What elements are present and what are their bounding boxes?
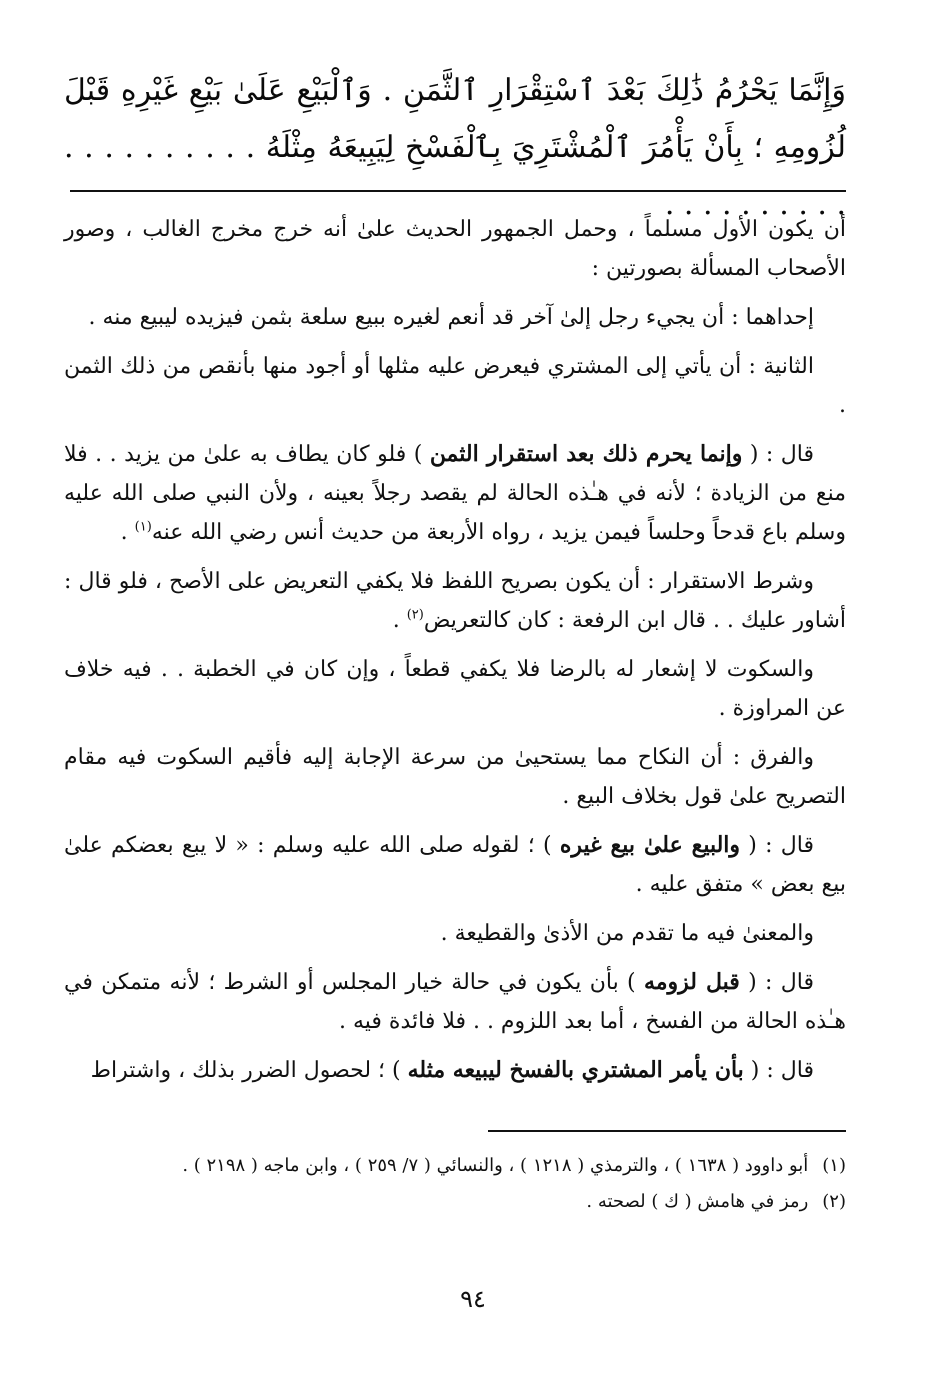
footnote-ref-1[interactable]: (١) — [134, 519, 152, 535]
paragraph-9: والمعنىٰ فيه ما تقدم من الأذىٰ والقطيعة . — [440, 921, 814, 946]
quoted-matn: والبيع علىٰ بيع غيره — [559, 832, 741, 858]
paragraph-10 — [64, 963, 846, 1041]
quote-open: قال : ( — [743, 1058, 814, 1083]
paragraph-text: وشرط الاستقرار : أن يكون بصريح اللفظ فلا يكفي التعريض على الأصح ، فلو قال : أشاور عليك . . قال ابن الرفعة : كان كالتعريض — [64, 569, 846, 633]
paragraph-text: ) ؛ لحصول الضرر بذلك ، واشتراط — [90, 1058, 408, 1083]
paragraph-7: والفرق : أن النكاح مما يستحيىٰ من سرعة الإجابة إليه فأقيم السكوت فيه مقام التصريح علىٰ قول بخلاف البيع . — [64, 745, 846, 809]
paragraph-2: إحداهما : أن يجيء رجل إلىٰ آخر قد أنعم لغيره ببيع سلعة بثمن فيزيده ليبيع منه . — [88, 305, 814, 330]
quoted-matn: قبل لزومه — [643, 969, 740, 995]
quote-open: قال : ( — [740, 833, 815, 858]
paragraph-6: والسكوت لا إشعار له بالرضا فلا يكفي قطعاً ، وإن كان في الخطبة . . فيه خلاف عن المراوزة . — [64, 657, 846, 721]
footnote-number: (٢) — [822, 1191, 846, 1212]
commentary — [64, 210, 846, 1090]
quoted-matn: وإنما يحرم ذلك بعد استقرار الثمن — [429, 441, 743, 467]
paragraph-5 — [64, 562, 846, 640]
paragraph-11 — [64, 1051, 846, 1090]
paragraph-4 — [64, 435, 846, 552]
footnote-number: (١) — [822, 1155, 846, 1176]
paragraph-text: ) بأن يكون في حالة خيار المجلس أو الشرط ؛ لأنه متمكن في هـٰذه الحالة من الفسخ ، أما بعد اللزوم . . فلا فائدة فيه . — [64, 970, 846, 1034]
quoted-matn: بأن يأمر المشتري بالفسخ ليبيعه مثله — [407, 1057, 744, 1083]
paragraph-text: ) ؛ لقوله صلى الله عليه وسلم : « لا يبع بعضكم علىٰ بيع بعض » متفق عليه . — [64, 833, 846, 897]
footnote-separator — [488, 1130, 846, 1132]
page-number: ٩٤ — [460, 1285, 486, 1313]
footnote-1 — [64, 1148, 846, 1184]
matn-text: وَإِنَّمَا يَحْرُمُ ذَٰلِكَ بَعْدَ ٱسْتِقْرَارِ ٱلثَّمَنِ . وَٱلْبَيْعِ عَلَىٰ بَيْعِ غَيْرِهِ قَبْلَ لُزُومِهِ ؛ بِأَنْ يَأْمُرَ ٱلْمُشْتَرِيَ بِٱلْفَسْخِ لِيَبِيعَهُ مِثْلَهُ . . . . . . . . . . . . . . . . . . . . — [64, 73, 846, 222]
footnote-text: أبو داوود ( ١٦٣٨ ) ، والترمذي ( ١٢١٨ ) ، والنسائي ( ٧/ ٢٥٩ ) ، وابن ماجه ( ٢١٩٨ ) . — [182, 1155, 809, 1176]
quote-open: قال : ( — [739, 970, 814, 995]
quote-open: قال : ( — [742, 442, 814, 467]
footnote-ref-2[interactable]: (٢) — [406, 607, 424, 623]
footnote-text: رمز في هامش ( ك ) لصحته . — [586, 1191, 809, 1212]
footnotes — [64, 1148, 846, 1220]
paragraph-8 — [64, 826, 846, 904]
paragraph-end: . — [120, 520, 135, 545]
paragraph-3: الثانية : أن يأتي إلى المشتري فيعرض عليه مثلها أو أجود منها بأنقص من ذلك الثمن . — [64, 354, 846, 418]
paragraph-text: ) فلو كان يطاف به علىٰ من يزيد . . فلا منع من الزيادة ؛ لأنه في هـٰذه الحالة لم يقصد رجلاً بعينه ، ولأن النبي صلى الله عليه وسلم باع قدحاً وحلساً فيمن يزيد ، رواه الأربعة من حديث أنس رضي الله عنه — [64, 442, 846, 545]
footnote-2 — [64, 1184, 846, 1220]
paragraph-1: أن يكون الأول مسلماً ، وحمل الجمهور الحديث علىٰ أنه خرج مخرج الغالب ، وصور الأصحاب المسألة بصورتين : — [64, 217, 846, 281]
paragraph-end: . — [392, 608, 407, 633]
